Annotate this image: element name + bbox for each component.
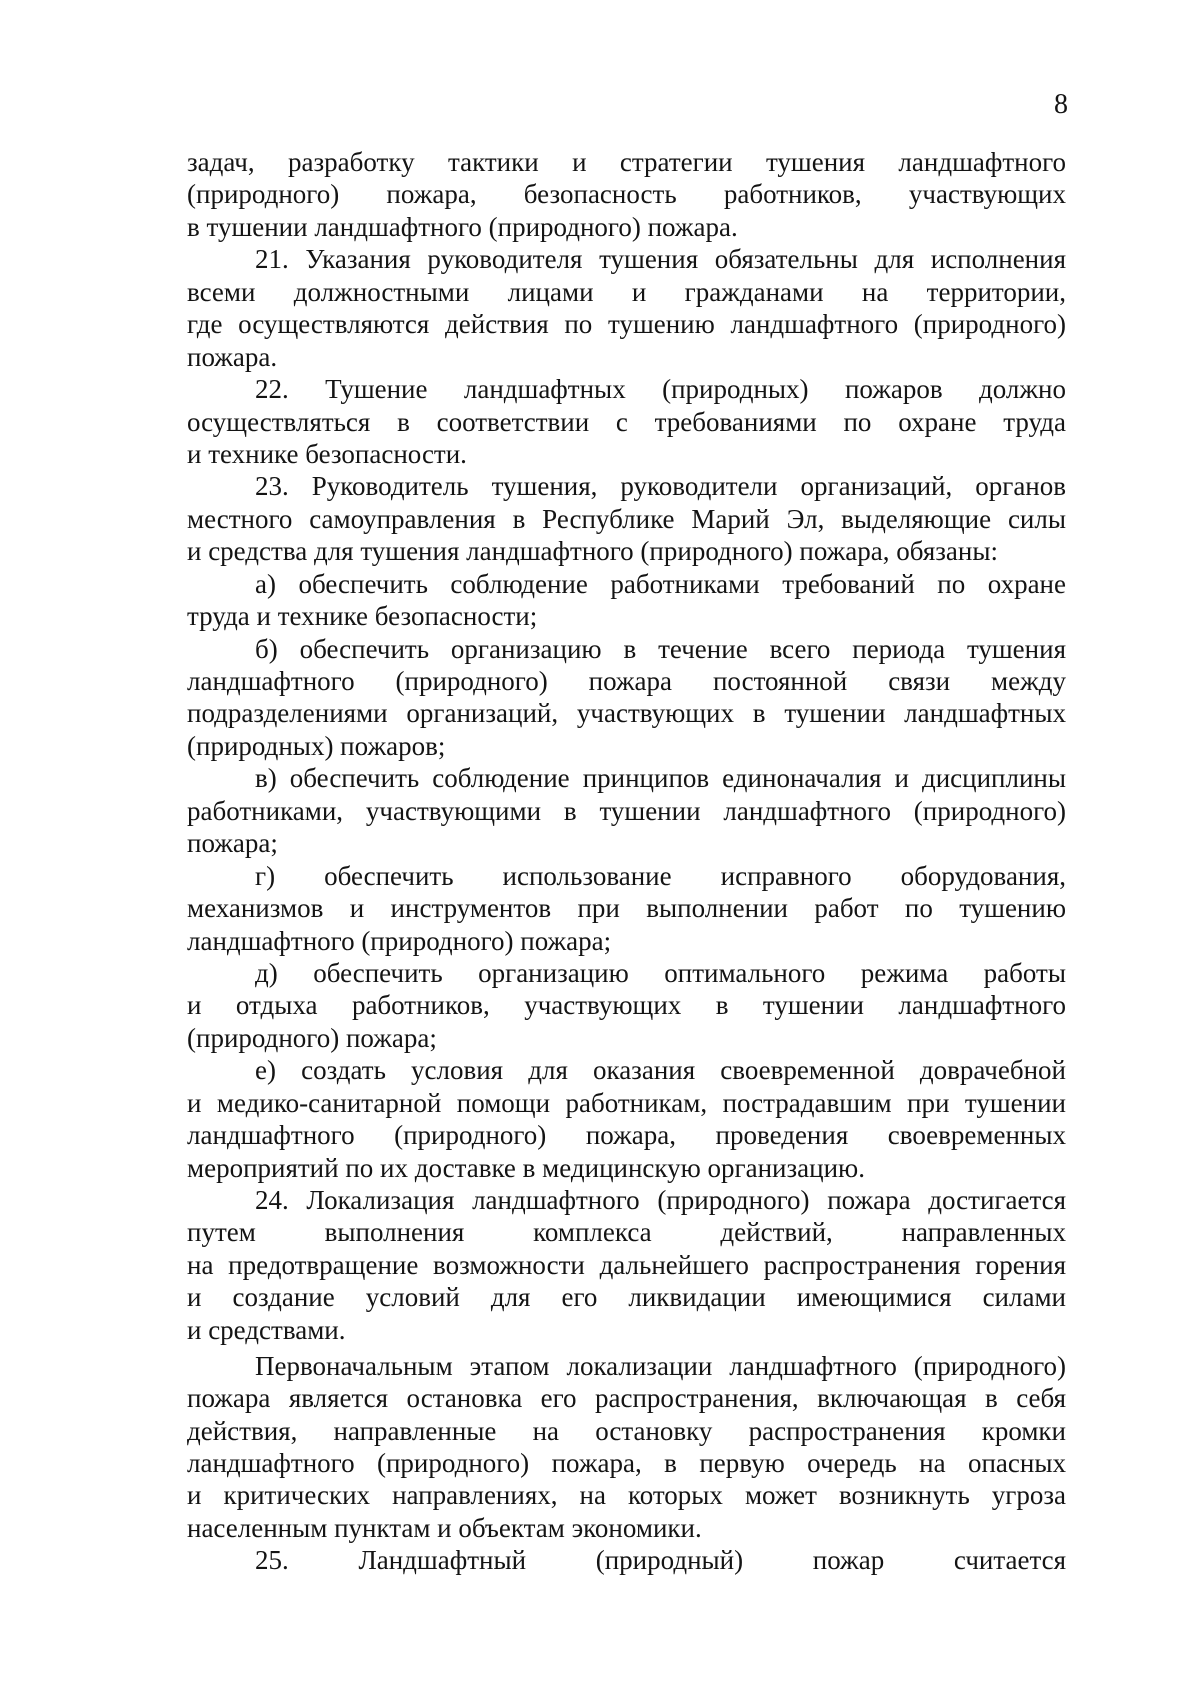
text-line: и медико-санитарной помощи работникам, пострадавшим при тушении: [187, 1087, 1066, 1118]
text-line: населенным пунктам и объектам экономики.: [187, 1512, 702, 1543]
text-line: и отдыха работников, участвующих в тушении ландшафтного: [187, 990, 1066, 1021]
text-line: всеми должностными лицами и гражданами на территории,: [187, 276, 1066, 307]
text-line: пожара является остановка его распространения, включающая в себя: [187, 1383, 1066, 1414]
text-line: механизмов и инструментов при выполнении работ по тушению: [187, 893, 1066, 924]
text-line: на предотвращение возможности дальнейшего распространения горения: [187, 1249, 1066, 1280]
paragraph: [187, 243, 1066, 373]
text-line: и создание условий для его ликвидации имеющимися силами: [187, 1282, 1066, 1313]
text-line: задач, разработку тактики и стратегии тушения ландшафтного: [187, 147, 1066, 177]
text-line: 23. Руководитель тушения, руководители организаций, органов: [255, 471, 1066, 502]
document-body: [187, 146, 1066, 1577]
paragraph: [187, 470, 1066, 567]
text-line: е) создать условия для оказания своевременной доврачебной: [255, 1055, 1066, 1086]
list-item: [187, 762, 1066, 859]
text-line: в) обеспечить соблюдение принципов единоначалия и дисциплины: [255, 763, 1066, 794]
list-item: [187, 633, 1066, 763]
text-line: (природного) пожара;: [187, 1022, 437, 1053]
paragraph: [187, 1544, 1066, 1576]
text-line: действия, направленные на остановку распространения кромки: [187, 1415, 1066, 1446]
text-line: и средствами.: [187, 1314, 346, 1345]
text-line: где осуществляются действия по тушению ландшафтного (природного): [187, 309, 1066, 340]
text-line: (природных) пожаров;: [187, 730, 446, 761]
text-line: ландшафтного (природного) пожара, проведения своевременных: [187, 1120, 1066, 1151]
text-line: работниками, участвующими в тушении ландшафтного (природного): [187, 795, 1066, 826]
text-line: ландшафтного (природного) пожара;: [187, 925, 612, 956]
text-line: г) обеспечить использование исправного оборудования,: [255, 860, 1066, 891]
text-line: пожара;: [187, 828, 278, 859]
list-item: [187, 568, 1066, 633]
text-line: и средства для тушения ландшафтного (природного) пожара, обязаны:: [187, 536, 999, 567]
paragraph: [187, 146, 1066, 243]
text-line: 22. Тушение ландшафтных (природных) пожаров должно: [255, 374, 1066, 405]
paragraph: [187, 1350, 1066, 1545]
list-item: [187, 860, 1066, 957]
text-line: д) обеспечить организацию оптимального режима работы: [255, 957, 1066, 988]
page-number: 8: [1054, 89, 1068, 120]
text-line: Первоначальным этапом локализации ландшафтного (природного): [255, 1350, 1066, 1381]
text-line: (природного) пожара, безопасность работников, участвующих: [187, 179, 1066, 210]
text-line: осуществляться в соответствии с требованиями по охране труда: [187, 406, 1066, 437]
text-line: в тушении ландшафтного (природного) пожара.: [187, 211, 738, 242]
text-line: подразделениями организаций, участвующих в тушении ландшафтных: [187, 698, 1066, 729]
list-item: [187, 1054, 1066, 1184]
text-line: 24. Локализация ландшафтного (природного) пожара достигается: [255, 1185, 1066, 1215]
paragraph: [187, 1184, 1066, 1346]
text-line: ландшафтного (природного) пожара, в первую очередь на опасных: [187, 1448, 1066, 1478]
text-line: и критических направлениях, на которых может возникнуть угроза: [187, 1480, 1066, 1511]
paragraph: [187, 373, 1066, 470]
list-item: [187, 957, 1066, 1054]
text-line: труда и технике безопасности;: [187, 601, 538, 632]
text-line: ландшафтного (природного) пожара постоянной связи между: [187, 666, 1066, 696]
text-line: местного самоуправления в Республике Марий Эл, выделяющие силы: [187, 503, 1066, 534]
text-line: и технике безопасности.: [187, 438, 467, 469]
text-line: 25. Ландшафтный (природный) пожар считается: [255, 1545, 1066, 1576]
text-line: пожара.: [187, 341, 278, 372]
text-line: б) обеспечить организацию в течение всего периода тушения: [255, 633, 1066, 664]
text-line: а) обеспечить соблюдение работниками требований по охране: [255, 568, 1066, 599]
text-line: 21. Указания руководителя тушения обязательны для исполнения: [255, 244, 1066, 275]
text-line: путем выполнения комплекса действий, направленных: [187, 1217, 1066, 1248]
text-line: мероприятий по их доставке в медицинскую организацию.: [187, 1152, 865, 1183]
